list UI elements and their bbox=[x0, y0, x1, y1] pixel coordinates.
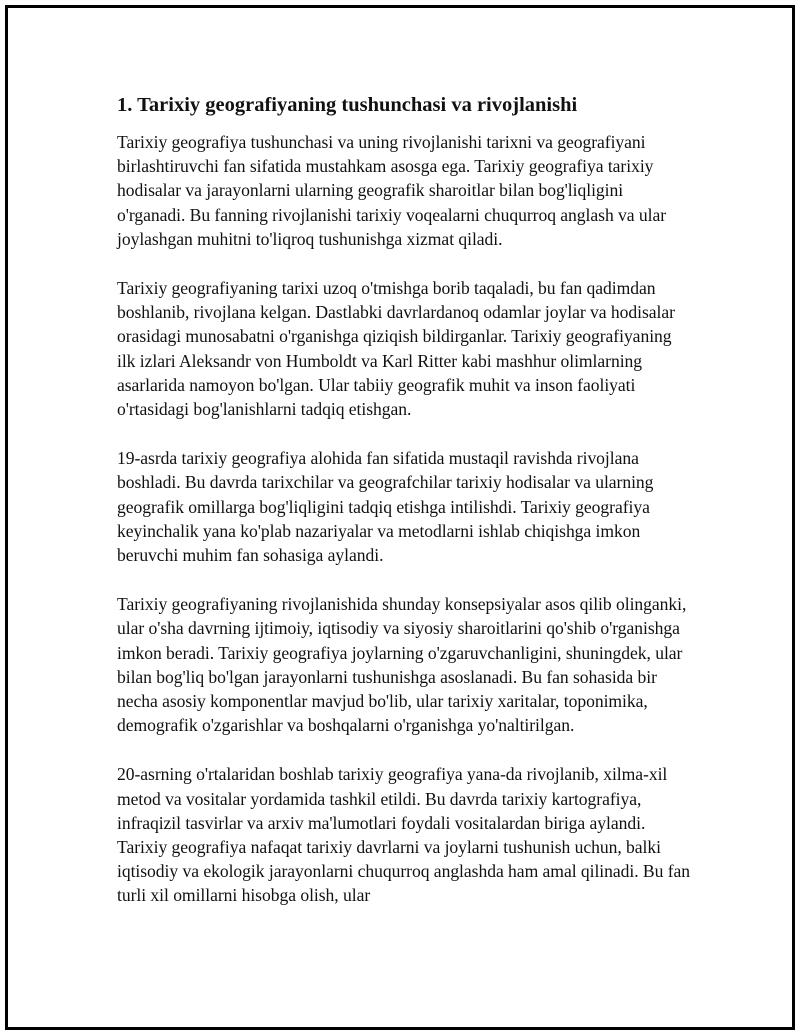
paragraph-5: 20-asrning o'rtalaridan boshlab tarixiy geografiya yana-da rivojlanib, xilma-xil metod va vositalar yordamida tashkil etildi. Bu davrda tarixiy kartografiya, infraqizil tasvirlar va arxiv ma'lumotlari foydali vositalardan biriga aylandi. Tarixiy geografiya nafaqat tarixiy davrlarni va joylarni tushunish uchun, balki iqtisodiy va ekologik jarayonlarni chuqurroq anglashda ham amal qilinadi. Bu fan turli xil omillarni hisobga olish, ular bbox=[117, 764, 691, 906]
paragraph-2: Tarixiy geografiyaning tarixi uzoq o'tmishga borib taqaladi, bu fan qadimdan boshlanib, rivojlana kelgan. Dastlabki davrlardanoq odamlar joylar va hodisalar orasidagi munosabatni o'rganishga qiziqish bildirganlar. Tarixiy geografiyaning ilk izlari Aleksandr von Humboldt va Karl Ritter kabi mashhur olimlarning asarlarida namoyon bo'lgan. Ular tabiiy geografik muhit va inson faoliyati o'rtasidagi bog'lanishlarni tadqiq etishgan. bbox=[117, 278, 675, 420]
document-body bbox=[117, 91, 692, 933]
paragraph-3: 19-asrda tarixiy geografiya alohida fan sifatida mustaqil ravishda rivojlana boshladi. Bu davrda tarixchilar va geografchilar tarixiy hodisalar va ularning geografik omillarga bog'liqligini tadqiq etishga intilishdi. Tarixiy geografiya keyinchalik yana ko'plab nazariyalar va metodlarni ishlab chiqishga imkon beruvchi muhim fan sohasiga aylandi. bbox=[117, 448, 654, 566]
section-title: 1. Tarixiy geografiyaning tushunchasi va rivojlanishi bbox=[117, 94, 578, 116]
paragraph-4: Tarixiy geografiyaning rivojlanishida shunday konsepsiyalar asos qilib olinganki, ular o'sha davrning ijtimoiy, iqtisodiy va siyosiy sharoitlarini qo'shib o'rganishga imkon beradi. Tarixiy geografiya joylarning o'zgaruvchanligini, shuningdek, ular bilan bog'liq bo'lgan jarayonlarni tushunishga asoslanadi. Bu fan sohasida bir necha asosiy komponentlar mavjud bo'lib, ular tarixiy xaritalar, toponimika, demografik o'zgarishlar va boshqalarni o'rganishga yo'naltirilgan. bbox=[117, 594, 687, 736]
paragraph-1: Tarixiy geografiya tushunchasi va uning rivojlanishi tarixni va geografiyani birlashtiruvchi fan sifatida mustahkam asosga ega. Tarixiy geografiya tarixiy hodisalar va jarayonlarni ularning geografik sharoitlar bilan bog'liqligini o'rganadi. Bu fanning rivojlanishi tarixiy voqealarni chuqurroq anglash va ular joylashgan muhitni to'liqroq tushunishga xizmat qiladi. bbox=[117, 132, 667, 249]
